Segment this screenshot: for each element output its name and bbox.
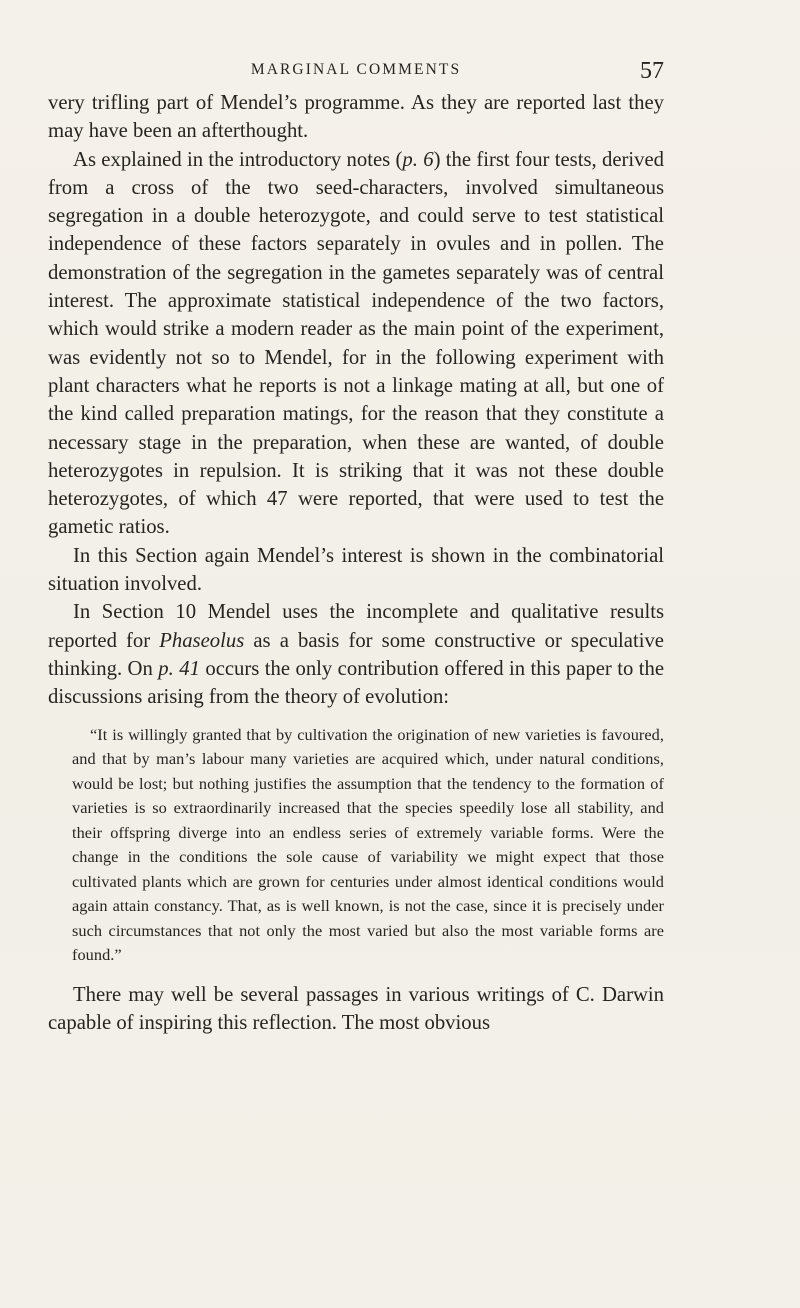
body-text (48, 89, 664, 1037)
running-head (48, 56, 664, 84)
page-reference: p. 41 (158, 657, 200, 680)
paragraph-text: as a basis for some constructive or speculative thinking. On (48, 629, 664, 680)
paragraph-text: In Section 10 Mendel uses the incomplete and qualitative results reported for (48, 601, 664, 652)
genus-name: Phaseolus (159, 629, 245, 652)
paragraph-combinatorial: In this Section again Mendel’s interest is shown in the combinatorial situation involved. (48, 544, 664, 596)
running-title: MARGINAL COMMENTS (250, 61, 462, 78)
paragraph-introductory-notes (48, 146, 664, 542)
paragraph-section-10 (48, 598, 664, 711)
paragraph-darwin: There may well be several passages in various writings of C. Darwin capable of inspiring this reflection. The most obvious (48, 983, 664, 1034)
paragraph-continuation: very trifling part of Mendel’s programme. As they are reported last they may have been an afterthought. (48, 92, 664, 143)
page-number: 57 (640, 58, 664, 84)
paragraph-text: ) the first four tests, derived from a cross of the two seed-characters, involved simultaneous segregation in a double heterozygote, and could serve to test statistical independence of these factors separately in ovules and in pollen. The demonstration of the segregation in the gametes separately was of central interest. The approximate statistical independence of the two factors, which would strike a modern reader as the main point of the experiment, was evidently not so to Mendel, for in the following experiment with plant characters what he reports is not a linkage mating at all, but one of the kind called preparation matings, for the reason that they constitute a necessary stage in the preparation, when these are wanted, of double heterozygotes in repulsion. It is striking that it was not these double heterozygotes, of which 47 were reported, that were used to test the gametic ratios. (48, 148, 665, 539)
page-reference: p. 6 (402, 148, 434, 171)
paragraph-text: occurs the only contribution offered in this paper to the discussions arising from the theory of evolution: (48, 657, 665, 709)
block-quote: “It is willingly granted that by cultivation the origination of new varieties is favoured, and that by man’s labour many varieties are acquired which, under natural conditions, would be lost; but nothing justifies the assumption that the tendency to the formation of varieties is so extraordinarily increased that the species speedily lose all stability, and their offspring diverge into an endless series of extremely variable forms. Were the change in the conditions the sole cause of variability we might expect that those cultivated plants which are grown for centuries under almost identical conditions would again attain constancy. That, as is well known, is not the case, since it is precisely under such circumstances that not only the most varied but also the most variable forms are found.” (72, 724, 664, 965)
paragraph-text: As explained in the introductory notes ( (73, 148, 403, 171)
